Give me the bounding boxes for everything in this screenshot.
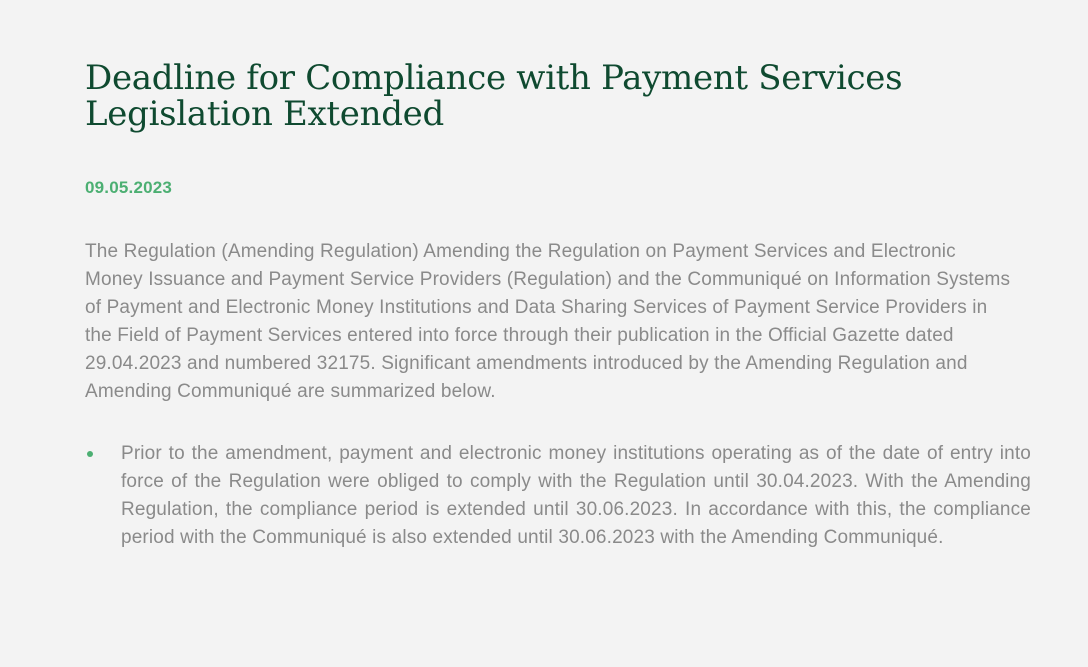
article-date: 09.05.2023	[85, 178, 173, 197]
bullet-icon	[87, 451, 93, 457]
amendments-list	[85, 440, 1031, 552]
article-intro: The Regulation (Amending Regulation) Amending the Regulation on Payment Services and Electronic Money Issuance and Payment Service Providers (Regulation) and the Communiqué on Information Systems of Payment and Electronic Money Institutions and Data Sharing Services of Payment Service Providers in the Field of Payment Services entered into force through their publication in the Official Gazette dated 29.04.2023 and numbered 32175. Significant amendments introduced by the Amending Regulation and Amending Communiqué are summarized below.	[85, 241, 1011, 402]
list-item-text: Prior to the amendment, payment and electronic money institutions operating as of the date of entry into force of the Regulation were obliged to comply with the Regulation until 30.04.2023. With the Amending Regulation, the compliance period is extended until 30.06.2023. In accordance with this, the compliance period with the Communiqué is also extended until 30.06.2023 with the Amending Communiqué.	[121, 443, 1031, 548]
article-title: Deadline for Compliance with Payment Services Legislation Extended	[85, 58, 903, 134]
list-item	[85, 440, 1031, 552]
